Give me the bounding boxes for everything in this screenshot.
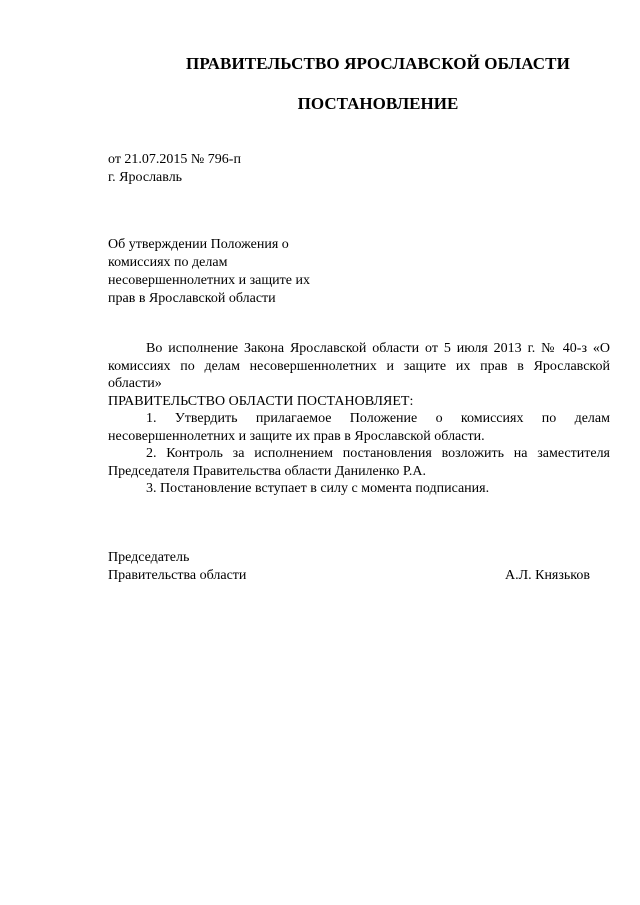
date-number: от 21.07.2015 № 796-п [108, 152, 241, 167]
signer-name: А.Л. Князьков [505, 568, 590, 583]
subject-line: комиссиях по делам [108, 255, 228, 270]
body-text [108, 340, 610, 498]
item-paragraph: 2. Контроль за исполнением постановления возложить на заместителя Председателя Правительства области Даниленко Р.А. [108, 446, 610, 479]
city: г. Ярославль [108, 170, 183, 185]
government-title: ПРАВИТЕЛЬСТВО ЯРОСЛАВСКОЙ ОБЛАСТИ [186, 54, 570, 73]
subject-block [108, 236, 358, 308]
document-type: ПОСТАНОВЛЕНИЕ [297, 94, 459, 113]
subject-line: Об утверждении Положения о [108, 237, 289, 252]
subject-line: прав в Ярославской области [108, 291, 276, 306]
decree-line: ПРАВИТЕЛЬСТВО ОБЛАСТИ ПОСТАНОВЛЯЕТ: [108, 393, 414, 409]
item-paragraph: 3. Постановление вступает в силу с момента подписания. [146, 481, 490, 496]
preamble-paragraph: Во исполнение Закона Ярославской области от 5 июля 2013 г. № 40-з «О комиссиях по делам несовершеннолетних и защите их прав в Ярославской области» [108, 341, 610, 391]
signature-row [108, 567, 590, 585]
signature-block [108, 549, 590, 585]
signer-title-line1: Председатель [108, 550, 190, 565]
item-paragraph: 1. Утвердить прилагаемое Положение о комиссиях по делам несовершеннолетних и защите их прав в Ярославской области. [108, 411, 610, 444]
subject-line: несовершеннолетних и защите их [108, 273, 310, 288]
signer-title-line2: Правительства области [108, 568, 247, 583]
